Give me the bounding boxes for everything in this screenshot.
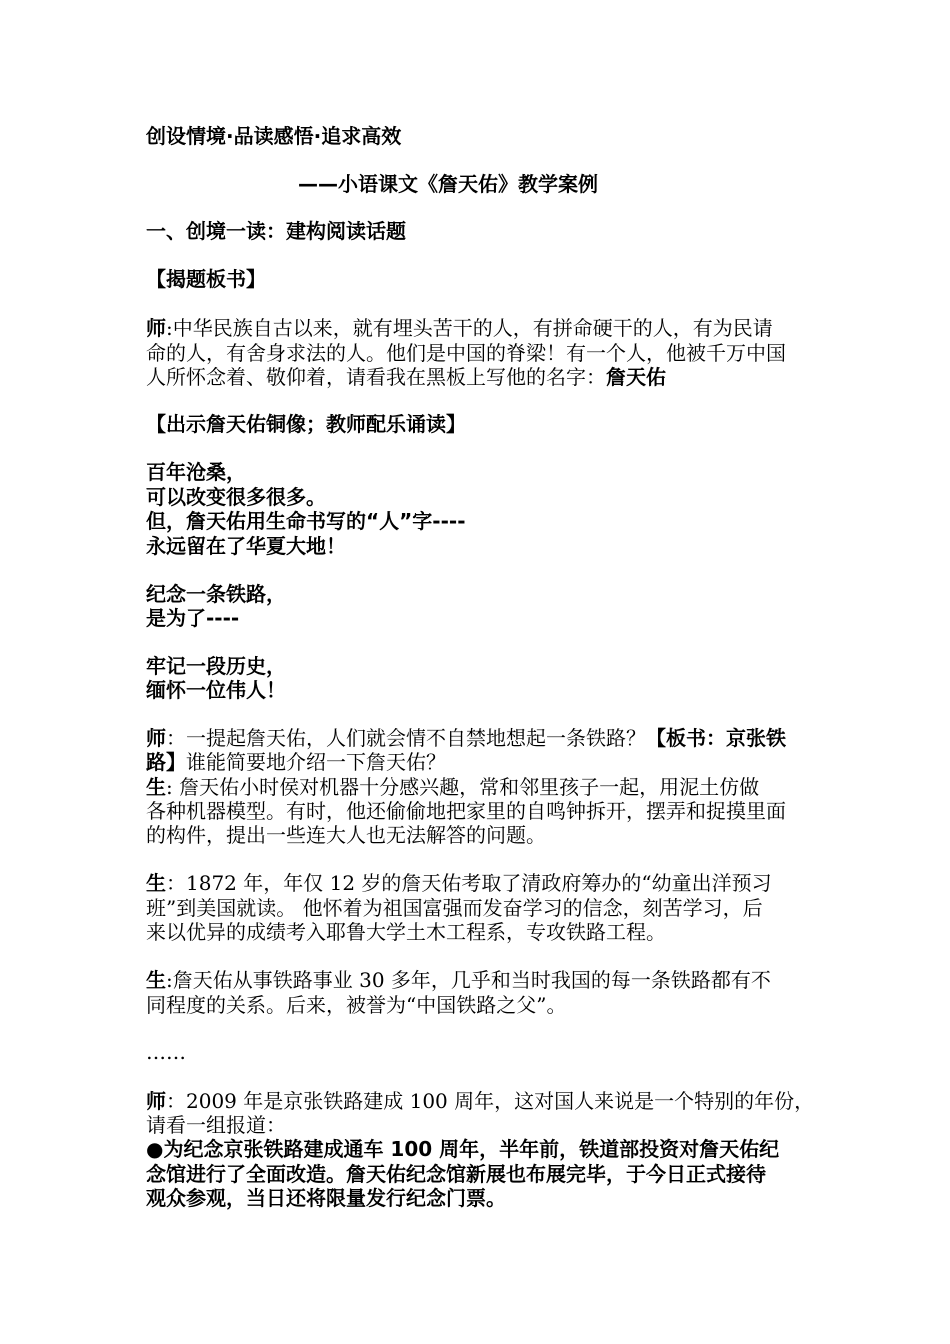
student-paragraph-1-line-3: 的构件，提出一些连大人也无法解答的问题。 — [146, 823, 546, 847]
paragraph-text: ：1872 年，年仅 12 岁的詹天佑考取了清政府筹办的“幼童出洋预习 — [166, 871, 772, 895]
paragraph-text: : 詹天佑小时侯对机器十分感兴趣，常和邻里孩子一起，用泥土仿做 — [166, 775, 760, 799]
student-paragraph-3-line-1 — [146, 968, 826, 992]
teacher-paragraph-3-line-1 — [146, 1089, 826, 1113]
board-note: 路】 — [146, 750, 186, 774]
paragraph-text: ：一提起詹天佑，人们就会情不自禁地想起一条铁路？ — [166, 726, 646, 750]
teacher-paragraph-1-line-3 — [146, 365, 826, 389]
poem-line: 是为了---- — [146, 606, 240, 630]
speaker-label: 生 — [146, 968, 166, 992]
stage-direction-title-board: 【揭题板书】 — [146, 267, 266, 291]
report-line: ●为纪念京张铁路建成通车 100 周年，半年前，铁道部投资对詹天佑纪 — [146, 1137, 780, 1161]
report-line: 观众参观，当日还将限量发行纪念门票。 — [146, 1186, 506, 1210]
student-paragraph-1-line-1 — [146, 775, 826, 799]
paragraph-text: 人所怀念着、敬仰着，请看我在黑板上写他的名字： — [146, 365, 606, 389]
speaker-label: 师 — [146, 726, 166, 750]
poem-line: 纪念一条铁路， — [146, 582, 286, 606]
poem-line: 缅怀一位伟人！ — [146, 678, 286, 702]
section-heading-1: 一、创境一读：建构阅读话题 — [146, 219, 406, 243]
paragraph-text: ：2009 年是京张铁路建成 100 周年，这对国人来说是一个特别的年份， — [166, 1089, 815, 1113]
ellipsis: …… — [146, 1040, 186, 1064]
document-title: 创设情境·品读感悟·追求高效 — [146, 124, 402, 148]
name-highlight: 詹天佑 — [606, 365, 666, 389]
paragraph-text: :詹天佑从事铁路事业 30 多年，几乎和当时我国的每一条铁路都有不 — [166, 968, 771, 992]
paragraph-text: 谁能简要地介绍一下詹天佑？ — [186, 750, 446, 774]
student-paragraph-1-line-2: 各种机器模型。有时，他还偷偷地把家里的自鸣钟拆开，摆弄和捉摸里面 — [146, 799, 786, 823]
poem-line: 可以改变很多很多。 — [146, 485, 326, 509]
teacher-paragraph-3-line-2: 请看一组报道： — [146, 1113, 286, 1137]
report-line: 念馆进行了全面改造。詹天佑纪念馆新展也布展完毕，于今日正式接待 — [146, 1162, 766, 1186]
student-paragraph-3-line-2: 同程度的关系。后来，被誉为“中国铁路之父”。 — [146, 993, 567, 1017]
poem-line: 永远留在了华夏大地！ — [146, 534, 346, 558]
poem-line: 百年沧桑， — [146, 460, 246, 484]
teacher-paragraph-2-line-1 — [146, 726, 826, 750]
teacher-paragraph-1-line-1 — [146, 316, 826, 340]
paragraph-text: :中华民族自古以来，就有埋头苦干的人，有拼命硬干的人，有为民请 — [166, 316, 773, 340]
student-paragraph-2-line-3: 来以优异的成绩考入耶鲁大学土木工程系，专攻铁路工程。 — [146, 920, 666, 944]
student-paragraph-2-line-1 — [146, 871, 826, 895]
student-paragraph-2-line-2: 班”到美国就读。 他怀着为祖国富强而发奋学习的信念，刻苦学习，后 — [146, 896, 763, 920]
document-subtitle: ——小语课文《詹天佑》教学案例 — [298, 172, 598, 196]
teacher-paragraph-1-line-2: 命的人，有舍身求法的人。他们是中国的脊梁！有一个人，他被千万中国 — [146, 341, 786, 365]
speaker-label: 生 — [146, 871, 166, 895]
board-note: 【板书：京张铁 — [646, 726, 786, 750]
speaker-label: 师 — [146, 1089, 166, 1113]
teacher-paragraph-2-line-2 — [146, 750, 826, 774]
speaker-label: 师 — [146, 316, 166, 340]
poem-line: 牢记一段历史， — [146, 654, 286, 678]
speaker-label: 生 — [146, 775, 166, 799]
stage-direction-statue: 【出示詹天佑铜像；教师配乐诵读】 — [146, 412, 466, 436]
poem-line: 但，詹天佑用生命书写的“人”字---- — [146, 509, 466, 533]
